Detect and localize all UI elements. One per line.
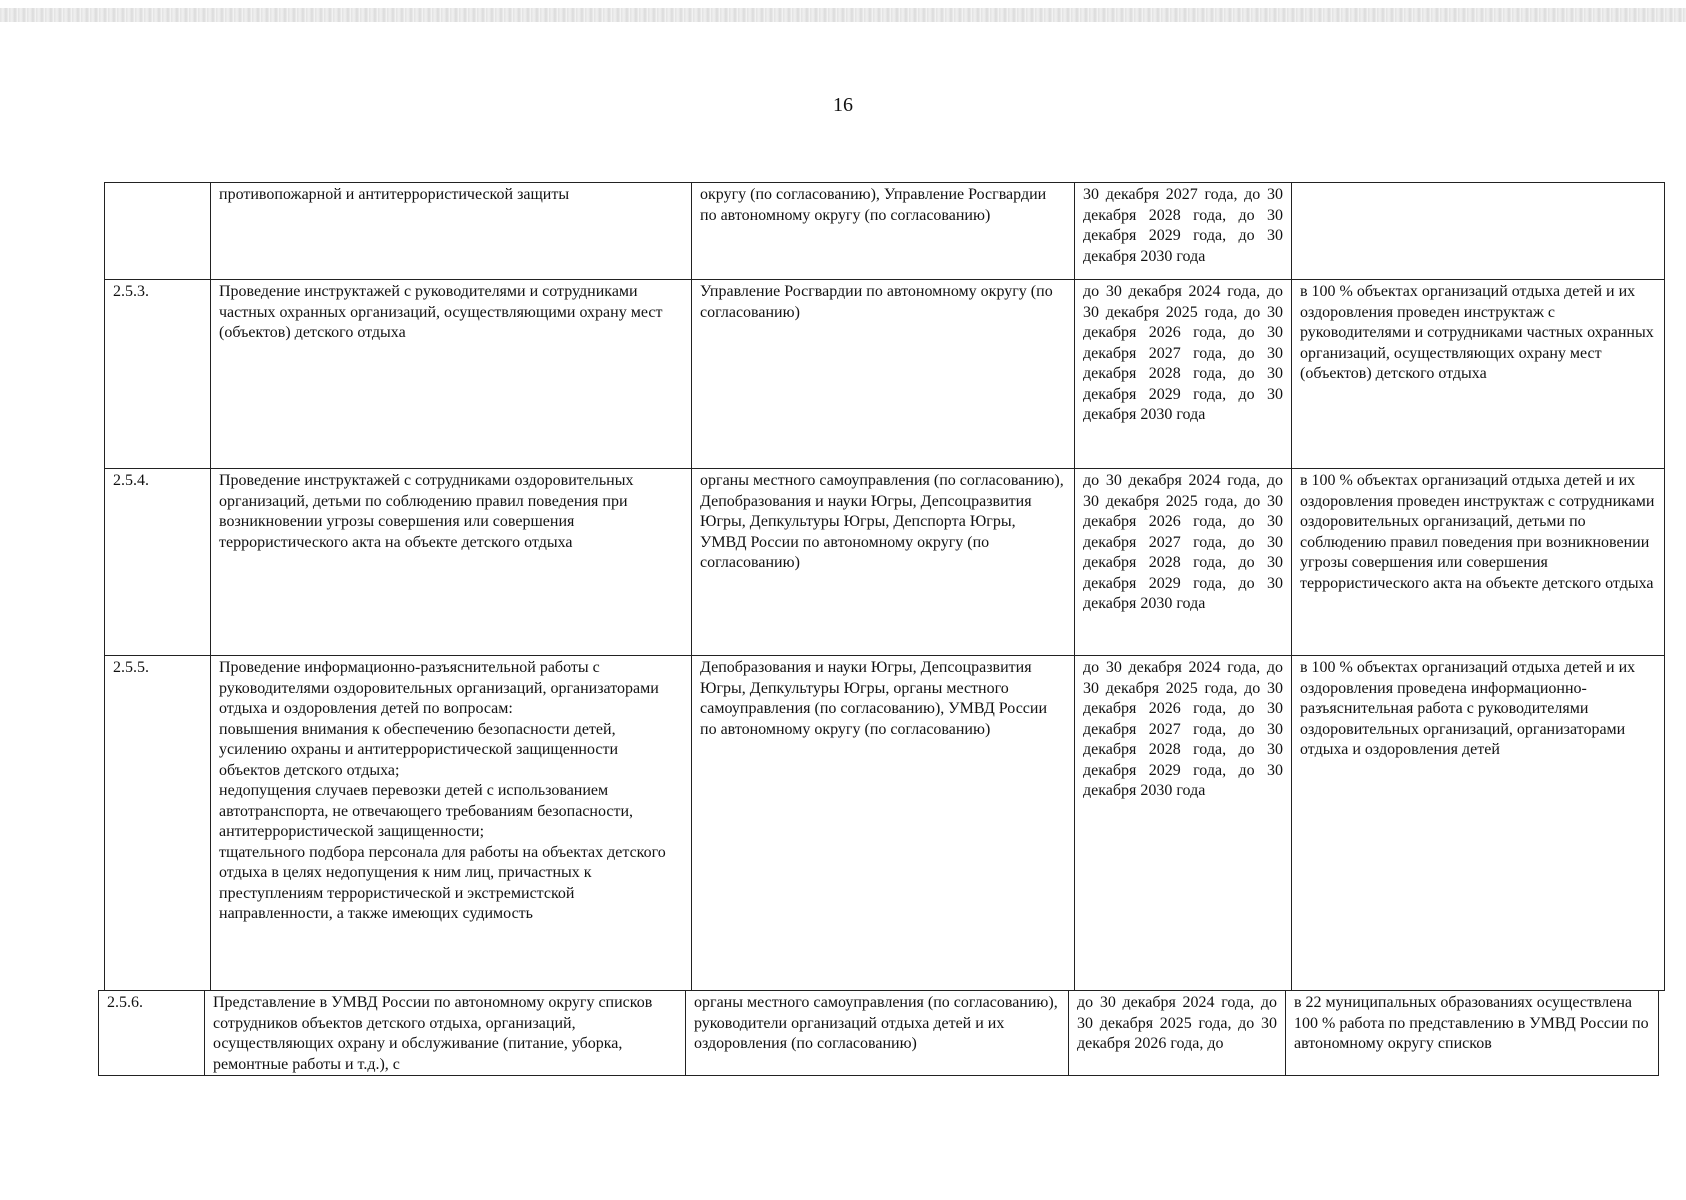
executors-cell: округу (по согласованию), Управление Росгвардии по автономному округу (по согласованию) [692, 183, 1075, 280]
deadline-cell: до 30 декабря 2024 года, до 30 декабря 2025 года, до 30 декабря 2026 года, до 30 декабря 2027 года, до 30 декабря 2028 года, до 30 декабря 2029 года, до 30 декабря 2030 года [1075, 280, 1292, 469]
deadline-cell: до 30 декабря 2024 года, до 30 декабря 2025 года, до 30 декабря 2026 года, до [1069, 991, 1286, 1076]
measure-text: Проведение инструктажей с руководителями и сотрудниками частных охранных организаций, осуществляющими охрану мест (объектов) детского отдыха [211, 280, 692, 469]
result-cell: в 22 муниципальных образованиях осуществлена 100 % работа по представлению в УМВД России по автономному округу списков [1286, 991, 1659, 1076]
row-number: 2.5.6. [99, 991, 205, 1076]
table-row [105, 656, 1665, 991]
deadline-cell: до 30 декабря 2024 года, до 30 декабря 2025 года, до 30 декабря 2026 года, до 30 декабря 2027 года, до 30 декабря 2028 года, до 30 декабря 2029 года, до 30 декабря 2030 года [1075, 469, 1292, 656]
measure-text-line: повышения внимания к обеспечению безопасности детей, усилению охраны и антитеррористической защищенности объектов детского отдыха; [219, 720, 619, 779]
measure-text-line: недопущения случаев перевозки детей с использованием автотранспорта, не отвечающего требованиям безопасности, антитеррористической защищенности; [219, 782, 634, 840]
page-number: 16 [833, 94, 853, 116]
result-cell [1292, 183, 1665, 280]
scan-edge-artifact [0, 8, 1686, 22]
result-cell: в 100 % объектах организаций отдыха детей и их оздоровления проведена информационно-разъяснительная работа с руководителями оздоровительных организаций, организаторами отдыха и оздоровления детей [1292, 656, 1665, 991]
result-cell: в 100 % объектах организаций отдыха детей и их оздоровления проведен инструктаж с сотрудниками оздоровительных организаций, детьми по соблюдению правил поведения при возникновении угрозы совершения или совершения террористического акта на объекте детского отдыха [1292, 469, 1665, 656]
executors-cell: Управление Росгвардии по автономному округу (по согласованию) [692, 280, 1075, 469]
measure-text: Представление в УМВД России по автономному округу списков сотрудников объектов детского отдыха, организаций, осуществляющих охрану и обслуживание (питание, уборка, ремонтные работы и т.д.), с [205, 991, 686, 1076]
row-number: 2.5.4. [105, 469, 211, 656]
measure-text-line: Проведение информационно-разъяснительной работы с руководителями оздоровительных организаций, организаторами отдыха и оздоровления детей по вопросам: [219, 659, 659, 717]
measure-text-line: тщательного подбора персонала для работы на объектах детского отдыха в целях недопущения к ним лиц, причастных к преступлениям террористической и экстремистской направленности, а также имеющих судимость [219, 843, 666, 922]
measures-table [104, 182, 1665, 991]
executors-cell: Депобразования и науки Югры, Депсоцразвития Югры, Депкультуры Югры, органы местного самоуправления (по согласованию), УМВД России по автономному округу (по согласованию) [692, 656, 1075, 991]
measure-text [211, 656, 692, 991]
table-row [105, 469, 1665, 656]
table-row [99, 991, 1659, 1076]
deadline-cell: 30 декабря 2027 года, до 30 декабря 2028 года, до 30 декабря 2029 года, до 30 декабря 2030 года [1075, 183, 1292, 280]
row-number [105, 183, 211, 280]
row-number: 2.5.3. [105, 280, 211, 469]
row-number: 2.5.5. [105, 656, 211, 991]
table-row [105, 280, 1665, 469]
measure-text: Проведение инструктажей с сотрудниками оздоровительных организаций, детьми по соблюдению правил поведения при возникновении угрозы совершения или совершения террористического акта на объекте детского отдыха [211, 469, 692, 656]
executors-cell: органы местного самоуправления (по согласованию), руководители организаций отдыха детей и их оздоровления (по согласованию) [686, 991, 1069, 1076]
result-cell: в 100 % объектах организаций отдыха детей и их оздоровления проведен инструктаж с руководителями и сотрудниками частных охранных организаций, осуществляющих охрану мест (объектов) детского отдыха [1292, 280, 1665, 469]
executors-cell: органы местного самоуправления (по согласованию), Депобразования и науки Югры, Депсоцразвития Югры, Депкультуры Югры, Депспорта Югры, УМВД России по автономному округу (по согласованию) [692, 469, 1075, 656]
measures-table-continued [98, 990, 1659, 1076]
table-row [105, 183, 1665, 280]
deadline-cell: до 30 декабря 2024 года, до 30 декабря 2025 года, до 30 декабря 2026 года, до 30 декабря 2027 года, до 30 декабря 2028 года, до 30 декабря 2029 года, до 30 декабря 2030 года [1075, 656, 1292, 991]
measure-text: противопожарной и антитеррористической защиты [211, 183, 692, 280]
